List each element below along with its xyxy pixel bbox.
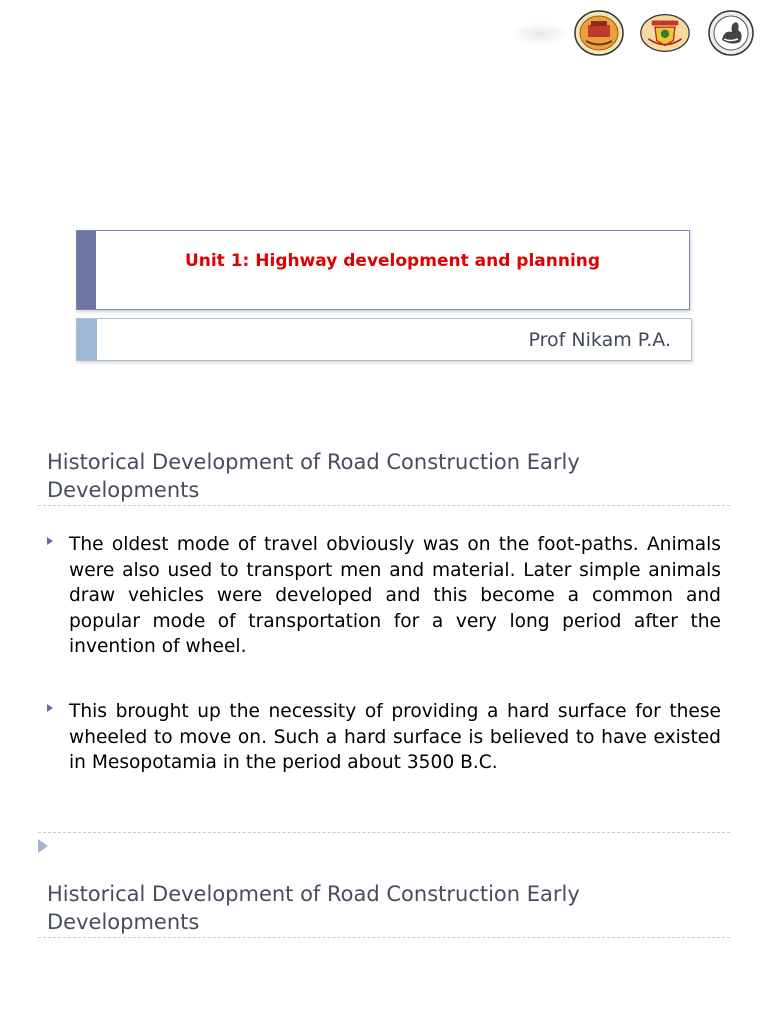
slide1-heading: Historical Development of Road Construction Early Developments: [47, 450, 580, 502]
slide1-bullet-2: [47, 699, 721, 776]
bullet-text: This brought up the necessity of providing a hard surface for these wheeled to move on. Such a hard surface is believed to have existed in Mesopotamia in the period about 3500 B.C.: [69, 701, 721, 773]
society-crest-icon: [640, 10, 690, 56]
presentation-title: Unit 1: Highway development and planning: [184, 251, 601, 271]
slide2-heading: Historical Development of Road Construction Early Developments: [47, 882, 580, 934]
logo-strip: [574, 10, 756, 56]
institute-emblem-icon: [574, 10, 624, 56]
slide1-bullet-1: [47, 532, 721, 660]
author-box: [76, 318, 692, 361]
bullet-text: The oldest mode of travel obviously was on the foot-paths. Animals were also used to transport men and material. Later simple animals draw vehicles were developed and this become a common and popular mode of transportation for a very long period after the invention of wheel.: [69, 534, 721, 657]
slide1-footer-divider: [38, 832, 730, 833]
bullet-arrow-icon: [47, 537, 53, 545]
author-name: Prof Nikam P.A.: [528, 329, 671, 351]
slide2-heading-divider: [38, 937, 730, 938]
title-accent-bar: [77, 231, 96, 309]
slide-nav-arrow-icon: [38, 839, 48, 853]
author-accent-bar: [77, 319, 97, 360]
bullet-arrow-icon: [47, 704, 53, 712]
title-box: [76, 230, 690, 310]
slide1-heading-divider: [38, 505, 730, 506]
logo-shadow: [510, 22, 570, 46]
swan-emblem-icon: [706, 10, 756, 56]
